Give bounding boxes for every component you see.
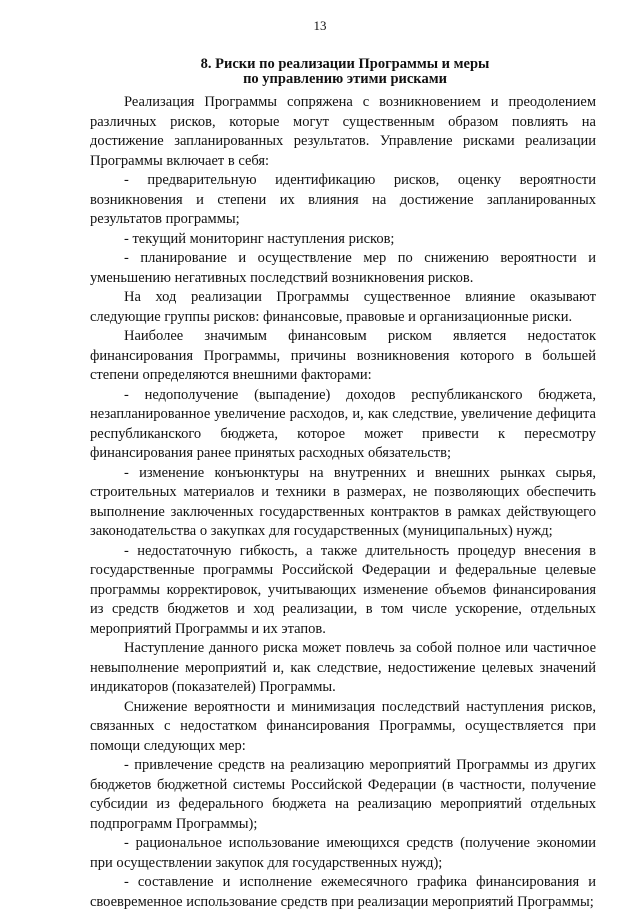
body-text bbox=[90, 93, 596, 912]
paragraph-financial-risk: Наиболее значимым финансовым риском является недостаток финансирования Программы, причины возникновения которого в большей степени определяются внешними факторами: bbox=[90, 328, 596, 383]
list-item-budget-shortfall: - недополучение (выпадение) доходов республиканского бюджета, незапланированное увеличение расходов, и, как следствие, увеличение дефицита республиканского бюджета, которое может привести к пересмотру финансирования ранее принятых расходных обязательств; bbox=[90, 386, 596, 461]
page-number: 13 bbox=[313, 18, 327, 33]
paragraph-risk-consequences: Наступление данного риска может повлечь за собой полное или частичное невыполнение мероприятий и, как следствие, недостижение целевых значений индикаторов (показателей) Программы. bbox=[90, 640, 596, 695]
list-item-planning: - планирование и осуществление мер по снижению вероятности и уменьшению негативных последствий возникновения рисков. bbox=[90, 250, 596, 286]
list-item-funding-attraction: - привлечение средств на реализацию мероприятий Программы из других бюджетов бюджетной системы Российской Федерации (в частности, получение субсидии из федерального бюджета на реализацию мероприятий отдельных подпрограмм Программы); bbox=[90, 757, 596, 832]
list-item-market-changes: - изменение конъюнктуры на внутренних и внешних рынках сырья, строительных материалов и техники в размерах, не позволяющих обеспечить выполнение заключенных государственных контрактов в рамках действующего законодательства о закупках для государственных (муниципальных) нужд; bbox=[90, 464, 596, 539]
list-item-monitoring: - текущий мониторинг наступления рисков; bbox=[124, 230, 395, 247]
section-heading-line1: 8. Риски по реализации Программы и меры bbox=[200, 56, 490, 72]
section-heading-line2: по управлению этими рисками bbox=[243, 71, 447, 87]
list-item-rational-use: - рациональное использование имеющихся средств (получение экономии при осуществлении закупок для государственных нужд); bbox=[90, 835, 596, 871]
paragraph-mitigation: Снижение вероятности и минимизация последствий наступления рисков, связанных с недостатком финансирования Программы, осуществляется при помощи следующих мер: bbox=[90, 698, 596, 754]
paragraph-risk-groups: На ход реализации Программы существенное влияние оказывают следующие группы рисков: финансовые, правовые и организационные риски. bbox=[90, 289, 596, 325]
paragraph-intro: Реализация Программы сопряжена с возникновением и преодолением различных рисков, которые могут существенным образом повлиять на достижение запланированных результатов. Управление рисками реализации Программы включает в себя: bbox=[90, 94, 596, 169]
list-item-flexibility: - недостаточную гибкость, а также длительность процедур внесения в государственные программы Российской Федерации и федеральные целевые программы корректировок, учитывающих изменение объемов финансирования из средств бюджетов и ход реализации, в том числе ускорение, отдельных мероприятий Программы и их этапов. bbox=[90, 542, 596, 637]
list-item-identification: - предварительную идентификацию рисков, оценку вероятности возникновения и степени их влияния на достижение запланированных результатов программы; bbox=[90, 172, 596, 227]
list-item-monthly-schedule: - составление и исполнение ежемесячного графика финансирования и своевременное использование средств при реализации мероприятий Программы; bbox=[90, 874, 596, 910]
section-heading bbox=[90, 57, 600, 87]
